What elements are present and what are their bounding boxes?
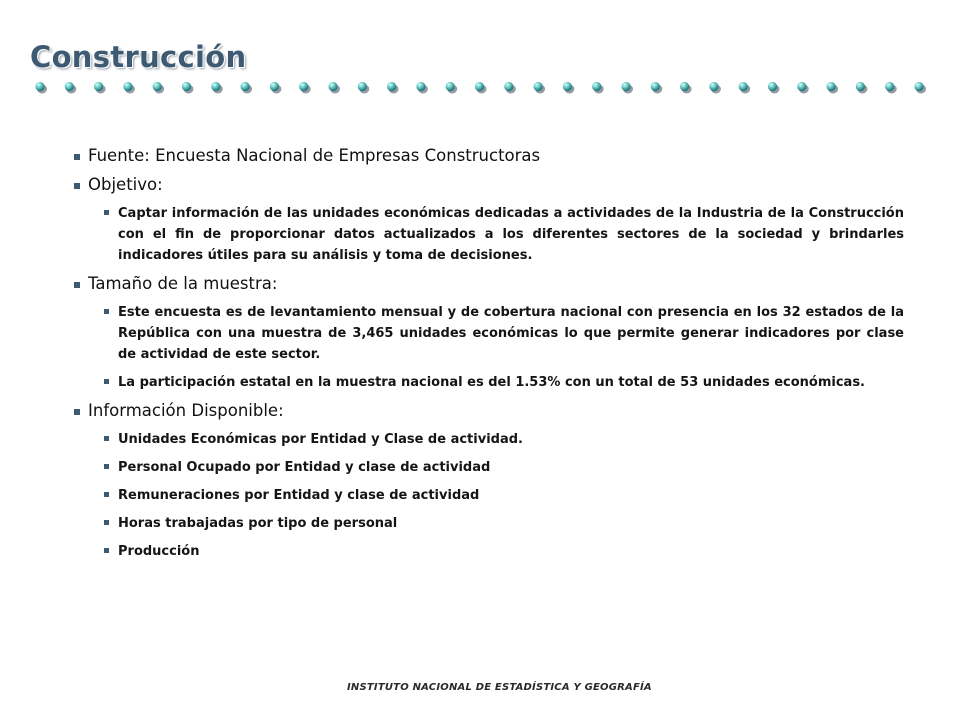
- decorative-dot: [475, 82, 484, 91]
- decorative-dot: [241, 82, 250, 91]
- decorative-dot: [270, 82, 279, 91]
- sub-bullet-item: [74, 541, 904, 562]
- institution-footer: INSTITUTO NACIONAL DE ESTADÍSTICA Y GEOGRAFÍA: [347, 682, 652, 693]
- sub-bullet-item: [74, 372, 904, 393]
- square-bullet-icon: [104, 210, 109, 215]
- sub-bullet-text: Remuneraciones por Entidad y clase de actividad: [118, 488, 480, 503]
- decorative-dot: [563, 82, 572, 91]
- decorative-dot: [709, 82, 718, 91]
- decorative-dot: [123, 82, 132, 91]
- decorative-dot: [35, 82, 44, 91]
- square-bullet-icon: [104, 464, 109, 469]
- decorative-dot-row: [30, 78, 930, 98]
- square-bullet-icon: [104, 436, 109, 441]
- decorative-dot: [914, 82, 923, 91]
- decorative-dot: [856, 82, 865, 91]
- bullet-item: [74, 273, 904, 295]
- sub-bullet-item: [74, 457, 904, 478]
- decorative-dot: [299, 82, 308, 91]
- decorative-dot: [416, 82, 425, 91]
- decorative-dot: [739, 82, 748, 91]
- decorative-dot: [504, 82, 513, 91]
- square-bullet-icon: [104, 548, 109, 553]
- square-bullet-icon: [104, 309, 109, 314]
- decorative-dot: [621, 82, 630, 91]
- decorative-dot: [94, 82, 103, 91]
- sub-bullet-text: La participación estatal en la muestra nacional es del 1.53% con un total de 53 unidades económicas.: [118, 375, 865, 390]
- sub-bullet-text: Captar información de las unidades económicas dedicadas a actividades de la Industria de la Construcción con el fin de proporcionar datos actualizados a los diferentes sectores de la sociedad y brindarles indicadores útiles para su análisis y toma de decisiones.: [118, 206, 904, 263]
- decorative-dot: [387, 82, 396, 91]
- square-bullet-icon: [104, 520, 109, 525]
- square-bullet-icon: [74, 183, 80, 189]
- sub-bullet-item: [74, 302, 904, 365]
- square-bullet-icon: [74, 282, 80, 288]
- sub-bullet-text: Este encuesta es de levantamiento mensual y de cobertura nacional con presencia en los 32 estados de la República con una muestra de 3,465 unidades económicas lo que permite generar indicadores por clase de actividad de este sector.: [118, 305, 904, 362]
- decorative-dot: [65, 82, 74, 91]
- bullet-item: [74, 400, 904, 422]
- bullet-text: Tamaño de la muestra:: [88, 274, 278, 293]
- sub-bullet-text: Unidades Económicas por Entidad y Clase de actividad.: [118, 432, 523, 447]
- sub-bullet-item: [74, 513, 904, 534]
- sub-bullet-text: Horas trabajadas por tipo de personal: [118, 516, 398, 531]
- slide-title: Construcción: [30, 40, 247, 74]
- decorative-dot: [358, 82, 367, 91]
- square-bullet-icon: [74, 409, 80, 415]
- decorative-dot: [797, 82, 806, 91]
- sub-bullet-item: [74, 485, 904, 506]
- decorative-dot: [446, 82, 455, 91]
- bullet-text: Información Disponible:: [88, 401, 284, 420]
- bullet-text: Objetivo:: [88, 175, 163, 194]
- sub-bullet-text: Producción: [118, 544, 200, 559]
- decorative-dot: [651, 82, 660, 91]
- decorative-dot: [182, 82, 191, 91]
- decorative-dot: [153, 82, 162, 91]
- sub-bullet-item: [74, 429, 904, 450]
- bullet-text: Fuente: Encuesta Nacional de Empresas Constructoras: [88, 146, 541, 165]
- square-bullet-icon: [74, 154, 80, 160]
- decorative-dot: [827, 82, 836, 91]
- bullet-item: [74, 174, 904, 196]
- slide-content: [74, 145, 904, 569]
- square-bullet-icon: [104, 492, 109, 497]
- sub-bullet-item: [74, 203, 904, 266]
- decorative-dot: [592, 82, 601, 91]
- decorative-dot: [768, 82, 777, 91]
- bullet-item: [74, 145, 904, 167]
- decorative-dot: [680, 82, 689, 91]
- square-bullet-icon: [104, 379, 109, 384]
- decorative-dot: [328, 82, 337, 91]
- decorative-dot: [211, 82, 220, 91]
- decorative-dot: [534, 82, 543, 91]
- sub-bullet-text: Personal Ocupado por Entidad y clase de actividad: [118, 460, 491, 475]
- decorative-dot: [885, 82, 894, 91]
